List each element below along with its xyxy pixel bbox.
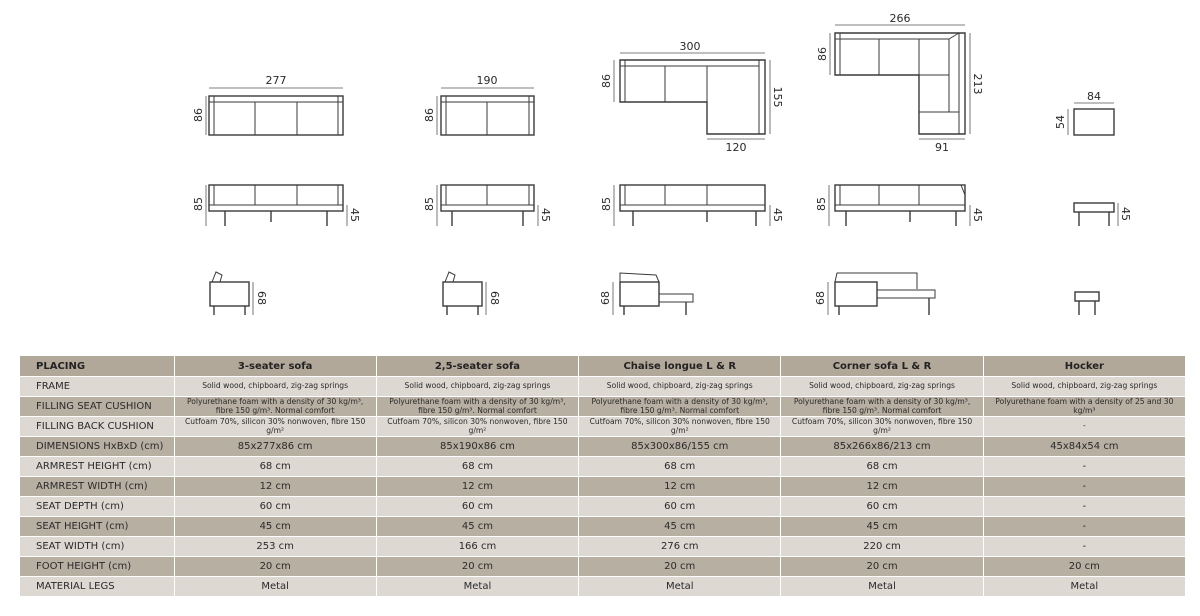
table-cell: Polyurethane foam with a density of 30 kg/m³, fibre 150 g/m³. Normal comfort — [579, 397, 781, 417]
row-label: ARMREST WIDTH (cm) — [20, 477, 174, 497]
row-label: SEAT HEIGHT (cm) — [20, 517, 174, 537]
table-cell: 45x84x54 cm — [983, 437, 1185, 457]
corner-height-label: 85 — [815, 197, 828, 211]
table-cell: Cutfoam 70%, silicon 30% nonwoven, fibre 150 g/m² — [174, 417, 376, 437]
chaise-side-view — [599, 273, 693, 315]
hocker-width-label: 84 — [1087, 90, 1101, 103]
table-cell: Polyurethane foam with a density of 30 kg/m³, fibre 150 g/m³. Normal comfort — [781, 397, 983, 417]
table-cell: 20 cm — [579, 557, 781, 577]
table-row — [20, 557, 1186, 577]
table-cell: 276 cm — [579, 537, 781, 557]
chaise-long-depth-label: 155 — [771, 86, 784, 108]
sofa3-seat-height-label: 45 — [348, 208, 361, 222]
sofa25-width-label: 190 — [476, 74, 498, 87]
table-cell: 12 cm — [781, 477, 983, 497]
header-2-5-seater: 2,5-seater sofa — [376, 356, 578, 377]
table-cell: - — [983, 477, 1185, 497]
chaise-top-view — [600, 40, 784, 154]
table-cell: Polyurethane foam with a density of 30 kg/m³, fibre 150 g/m³. Normal comfort — [376, 397, 578, 417]
table-cell: 20 cm — [174, 557, 376, 577]
table-cell: - — [983, 517, 1185, 537]
table-cell: 253 cm — [174, 537, 376, 557]
table-row — [20, 397, 1186, 417]
table-cell: Cutfoam 70%, silicon 30% nonwoven, fibre 150 g/m² — [579, 417, 781, 437]
row-label: MATERIAL LEGS — [20, 577, 174, 597]
table-cell: - — [983, 417, 1185, 437]
table-cell: Solid wood, chipboard, zig-zag springs — [579, 377, 781, 397]
sofa3-height-label: 85 — [192, 197, 205, 211]
row-label: DIMENSIONS HxBxD (cm) — [20, 437, 174, 457]
corner-side-view — [814, 273, 935, 315]
sofa3-side-view — [210, 272, 268, 315]
table-cell: 60 cm — [174, 497, 376, 517]
table-cell: 45 cm — [579, 517, 781, 537]
header-placing: PLACING — [20, 356, 174, 377]
table-cell: 68 cm — [781, 457, 983, 477]
row-label: ARMREST HEIGHT (cm) — [20, 457, 174, 477]
row-label: FILLING SEAT CUSHION — [20, 397, 174, 417]
sofa25-seat-height-label: 45 — [539, 208, 552, 222]
table-row — [20, 497, 1186, 517]
hocker-seat-height-label: 45 — [1119, 207, 1132, 221]
table-header-row — [20, 356, 1186, 377]
table-cell: 220 cm — [781, 537, 983, 557]
table-row — [20, 377, 1186, 397]
table-cell: Metal — [781, 577, 983, 597]
table-cell: 20 cm — [376, 557, 578, 577]
corner-front-view — [815, 185, 984, 226]
table-row — [20, 577, 1186, 597]
sofa3-armrest-label: 68 — [255, 291, 268, 305]
table-cell: Solid wood, chipboard, zig-zag springs — [174, 377, 376, 397]
table-cell: Solid wood, chipboard, zig-zag springs — [983, 377, 1185, 397]
table-row — [20, 457, 1186, 477]
table-cell: Polyurethane foam with a density of 25 and 30 kg/m³ — [983, 397, 1185, 417]
header-hocker: Hocker — [983, 356, 1185, 377]
table-cell: Solid wood, chipboard, zig-zag springs — [781, 377, 983, 397]
corner-width-label: 266 — [889, 12, 911, 25]
corner-side-length-label: 213 — [971, 73, 984, 95]
chaise-depth-label: 86 — [600, 74, 613, 88]
chaise-height-label: 85 — [600, 197, 613, 211]
table-cell: Polyurethane foam with a density of 30 kg/m³, fibre 150 g/m³. Normal comfort — [174, 397, 376, 417]
sofa25-side-view — [443, 272, 501, 315]
table-cell: 45 cm — [376, 517, 578, 537]
hocker-depth-label: 54 — [1054, 115, 1067, 129]
corner-top-view — [816, 12, 984, 154]
row-label: SEAT DEPTH (cm) — [20, 497, 174, 517]
sofa25-top-view — [423, 74, 534, 135]
corner-depth-label: 86 — [816, 47, 829, 61]
table-cell: 68 cm — [579, 457, 781, 477]
sofa3-width-label: 277 — [265, 74, 287, 87]
chaise-armrest-label: 68 — [599, 291, 612, 305]
table-cell: 85x277x86 cm — [174, 437, 376, 457]
table-cell: 12 cm — [376, 477, 578, 497]
table-cell: Cutfoam 70%, silicon 30% nonwoven, fibre 150 g/m² — [781, 417, 983, 437]
sofa25-front-view — [423, 185, 552, 226]
table-row — [20, 437, 1186, 457]
table-cell: 20 cm — [983, 557, 1185, 577]
table-cell: - — [983, 537, 1185, 557]
table-cell: 68 cm — [174, 457, 376, 477]
table-cell: Solid wood, chipboard, zig-zag springs — [376, 377, 578, 397]
row-label: FRAME — [20, 377, 174, 397]
table-cell: 20 cm — [781, 557, 983, 577]
specification-table — [20, 356, 1186, 597]
sofa25-height-label: 85 — [423, 197, 436, 211]
corner-seat-height-label: 45 — [971, 208, 984, 222]
sofa25-depth-label: 86 — [423, 108, 436, 122]
table-cell: Metal — [983, 577, 1185, 597]
table-body — [20, 377, 1186, 597]
table-cell: Cutfoam 70%, silicon 30% nonwoven, fibre 150 g/m² — [376, 417, 578, 437]
table-row — [20, 477, 1186, 497]
table-cell: 60 cm — [579, 497, 781, 517]
table-cell: 45 cm — [174, 517, 376, 537]
chaise-front-view — [600, 185, 784, 226]
table-row — [20, 537, 1186, 557]
header-corner-sofa: Corner sofa L & R — [781, 356, 983, 377]
table-cell: 60 cm — [376, 497, 578, 517]
table-row — [20, 517, 1186, 537]
table-cell: 12 cm — [579, 477, 781, 497]
header-3-seater: 3-seater sofa — [174, 356, 376, 377]
table-cell: 166 cm — [376, 537, 578, 557]
row-label: FOOT HEIGHT (cm) — [20, 557, 174, 577]
table-cell: 45 cm — [781, 517, 983, 537]
table-cell: 85x266x86/213 cm — [781, 437, 983, 457]
header-chaise-longue: Chaise longue L & R — [579, 356, 781, 377]
row-label: SEAT WIDTH (cm) — [20, 537, 174, 557]
hocker-top-view — [1054, 90, 1114, 135]
table-cell: 12 cm — [174, 477, 376, 497]
corner-armrest-label: 68 — [814, 291, 827, 305]
table-cell: - — [983, 497, 1185, 517]
hocker-side-view — [1075, 292, 1099, 315]
table-cell: Metal — [174, 577, 376, 597]
row-label: FILLING BACK CUSHION — [20, 417, 174, 437]
chaise-long-width-label: 120 — [725, 141, 747, 154]
chaise-width-label: 300 — [679, 40, 701, 53]
table-cell: 85x190x86 cm — [376, 437, 578, 457]
corner-side-width-label: 91 — [935, 141, 949, 154]
table-cell: 68 cm — [376, 457, 578, 477]
sofa3-depth-label: 86 — [192, 108, 205, 122]
table-cell: - — [983, 457, 1185, 477]
table-cell: Metal — [376, 577, 578, 597]
sofa25-armrest-label: 68 — [488, 291, 501, 305]
table-cell: 85x300x86/155 cm — [579, 437, 781, 457]
table-cell: 60 cm — [781, 497, 983, 517]
table-row — [20, 417, 1186, 437]
chaise-seat-height-label: 45 — [771, 208, 784, 222]
sofa3-top-view — [192, 74, 343, 135]
table-cell: Metal — [579, 577, 781, 597]
sofa3-front-view — [192, 185, 361, 226]
hocker-front-view — [1074, 203, 1132, 226]
